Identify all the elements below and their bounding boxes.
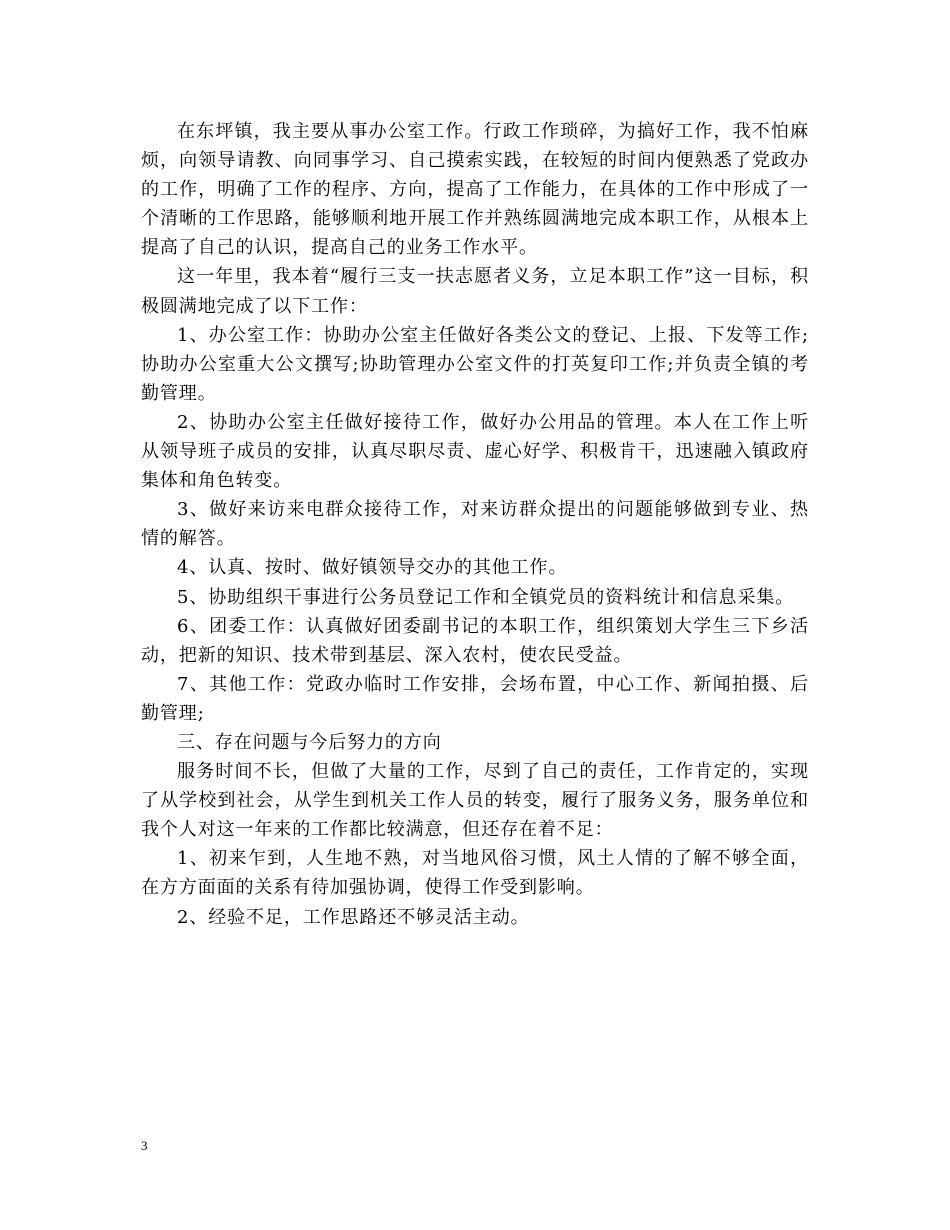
paragraph-year-goal: 这一年里，我本着“履行三支一扶志愿者义务，立足本职工作”这一目标，积极圆满地完成了以下工作： [141,266,809,317]
paragraph-work-overview: 在东坪镇，我主要从事办公室工作。行政工作琐碎，为搞好工作，我不怕麻烦，向领导请教、向同事学习、自己摸索实践，在较短的时间内便熟悉了党政办的工作，明确了工作的程序、方向，提高了工作能力，在具体的工作中形成了一个清晰的工作思路，能够顺利地开展工作并熟练圆满地完成本职工作，从根本上提高了自己的认识，提高自己的业务工作水平。 [141,121,809,259]
section-heading-problems: 三、存在问题与今后努力的方向 [177,731,442,753]
paragraph-item-registration: 5、协助组织干事进行公务员登记工作和全镇党员的资料统计和信息采集。 [177,586,795,608]
page-number: 3 [141,1138,148,1153]
paragraph-item-youth-league: 6、团委工作：认真做好团委副书记的本职工作，组织策划大学生三下乡活动，把新的知识、技术带到基层、深入农村，使农民受益。 [141,615,809,666]
paragraph-shortcoming-1: 1、初来乍到，人生地不熟，对当地风俗习惯，风土人情的了解不够全面，在方方面面的关系有待加强协调，使得工作受到影响。 [141,848,809,899]
paragraph-service-summary: 服务时间不长，但做了大量的工作，尽到了自己的责任，工作肯定的，实现了从学校到社会，从学生到机关工作人员的转变，履行了服务义务，服务单位和我个人对这一年来的工作都比较满意，但还存在着不足： [141,761,809,841]
paragraph-item-visitors: 3、做好来访来电群众接待工作，对来访群众提出的问题能够做到专业、热情的解答。 [141,499,809,550]
document-body [141,117,809,932]
paragraph-item-misc-work: 7、其他工作：党政办临时工作安排，会场布置，中心工作、新闻拍摄、后勤管理; [141,673,809,724]
paragraph-item-other-tasks: 4、认真、按时、做好镇领导交办的其他工作。 [177,557,568,579]
paragraph-item-reception: 2、协助办公室主任做好接待工作，做好办公用品的管理。本人在工作上听从领导班子成员的安排，认真尽职尽责、虚心好学、积极肯干，迅速融入镇政府集体和角色转变。 [141,411,809,492]
paragraph-item-office-work: 1、办公室工作：协助办公室主任做好各类公文的登记、上报、下发等工作;协助办公室重大公文撰写;协助管理办公室文件的打英复印工作;并负责全镇的考勤管理。 [141,324,809,404]
paragraph-shortcoming-2: 2、经验不足，工作思路还不够灵活主动。 [177,906,530,928]
